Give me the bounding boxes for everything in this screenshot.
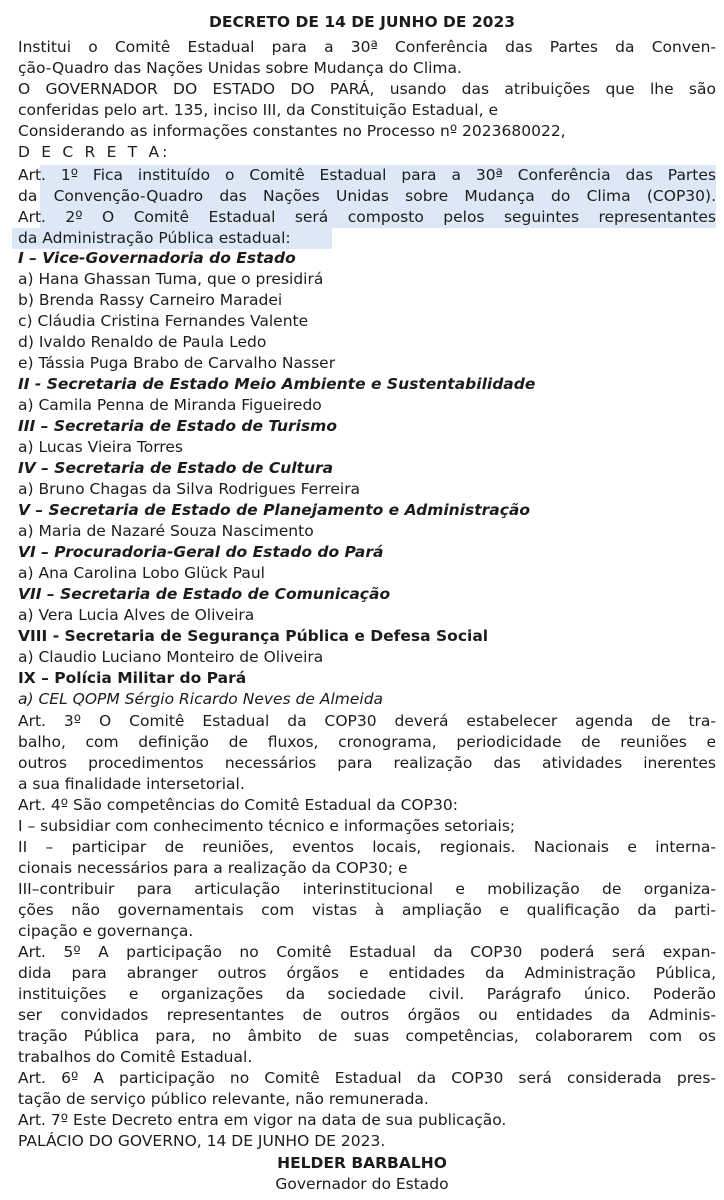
article-3-line: a sua finalidade intersetorial. (18, 775, 245, 793)
article-2-line: Art. 2º O Comitê Estadual será composto pelos seguintes representantes (18, 208, 716, 226)
article-6-line: tação de serviço público relevante, não remunerada. (18, 1090, 429, 1108)
section-heading: II - Secretaria de Estado Meio Ambiente e Sustentabilidade (18, 375, 536, 393)
member-item: e) Tássia Puga Brabo de Carvalho Nasser (18, 354, 336, 372)
member-item: c) Cláudia Cristina Fernandes Valente (18, 312, 309, 330)
preamble-line: Considerando as informações constantes no Processo nº 2023680022, (18, 122, 566, 140)
section-heading: IX – Polícia Militar do Pará (18, 669, 247, 687)
section-heading: VII – Secretaria de Estado de Comunicação (18, 585, 391, 603)
article-4-line: cionais necessários para a realização da COP30; e (18, 859, 408, 877)
section-heading: III – Secretaria de Estado de Turismo (18, 417, 337, 435)
article-3-line: Art. 3º O Comitê Estadual da COP30 deverá estabelecer agenda de tra- (18, 712, 716, 730)
article-5-line: Art. 5º A participação no Comitê Estadual da COP30 poderá será expan- (18, 943, 716, 961)
member-item: a) Camila Penna de Miranda Figueiredo (18, 396, 322, 414)
section-heading: VIII - Secretaria de Segurança Pública e Defesa Social (18, 627, 489, 645)
member-item: a) Bruno Chagas da Silva Rodrigues Ferreira (18, 480, 361, 498)
member-item: a) Ana Carolina Lobo Glück Paul (18, 564, 265, 582)
preamble-line: conferidas pelo art. 135, inciso III, da Constituição Estadual, e (18, 101, 498, 119)
article-3-line: balho, com definição de fluxos, cronograma, periodicidade de reuniões e (18, 733, 716, 751)
article-1-line: da Convenção-Quadro das Nações Unidas sobre Mudança do Clima (COP30). (18, 187, 716, 205)
member-item: a) Claudio Luciano Monteiro de Oliveira (18, 648, 324, 666)
member-item: a) Vera Lucia Alves de Oliveira (18, 606, 255, 624)
member-item: a) CEL QOPM Sérgio Ricardo Neves de Almeida (18, 690, 384, 708)
article-2-line: da Administração Pública estadual: (18, 229, 291, 247)
article-3-line: outros procedimentos necessários para realização das atividades inerentes (18, 754, 716, 772)
article-1-line: Art. 1º Fica instituído o Comitê Estadual para a 30ª Conferência das Partes (18, 166, 716, 184)
article-5-line: dida para abranger outros órgãos e entidades da Administração Pública, (18, 964, 716, 982)
article-5-line: tração Pública para, no âmbito de suas competências, colaborarem com os (18, 1027, 716, 1045)
article-5-line: instituições e organizações da sociedade civil. Parágrafo único. Poderão (18, 985, 716, 1003)
article-5-line: trabalhos do Comitê Estadual. (18, 1048, 253, 1066)
article-7-line: Art. 7º Este Decreto entra em vigor na data de sua publicação. (18, 1111, 507, 1129)
preamble-line: Institui o Comitê Estadual para a 30ª Conferência das Partes da Conven- (18, 38, 716, 56)
article-4-line: II – participar de reuniões, eventos locais, regionais. Nacionais e interna- (18, 838, 716, 856)
signatory-title: Governador do Estado (275, 1175, 449, 1193)
member-item: d) Ivaldo Renaldo de Paula Ledo (18, 333, 267, 351)
preamble-line: O GOVERNADOR DO ESTADO DO PARÁ, usando das atribuições que lhe são (18, 80, 716, 98)
article-5-line: ser convidados representantes de outros órgãos ou entidades da Adminis- (18, 1006, 716, 1024)
article-4-line: I – subsidiar com conhecimento técnico e informações setoriais; (18, 817, 516, 835)
decree-title: DECRETO DE 14 DE JUNHO DE 2023 (208, 13, 516, 31)
section-heading: VI – Procuradoria-Geral do Estado do Pará (18, 543, 384, 561)
article-4-line: ções não governamentais com vistas à ampliação e qualificação da parti- (18, 901, 716, 919)
closing-line: PALÁCIO DO GOVERNO, 14 DE JUNHO DE 2023. (18, 1132, 386, 1150)
section-heading: IV – Secretaria de Estado de Cultura (18, 459, 334, 477)
section-heading: V – Secretaria de Estado de Planejamento e Administração (18, 501, 531, 519)
article-6-line: Art. 6º A participação no Comitê Estadual da COP30 será considerada pres- (18, 1069, 716, 1087)
article-4-line: III–contribuir para articulação interinstitucional e mobilização de organiza- (18, 880, 716, 898)
section-heading: I – Vice-Governadoria do Estado (18, 249, 296, 267)
article-4-line: Art. 4º São competências do Comitê Estadual da COP30: (18, 796, 458, 814)
article-4-line: cipação e governança. (18, 922, 194, 940)
member-item: b) Brenda Rassy Carneiro Maradei (18, 291, 283, 309)
decreta-line: D E C R E T A: (18, 143, 171, 161)
member-item: a) Lucas Vieira Torres (18, 438, 183, 456)
signatory-name: HELDER BARBALHO (277, 1154, 447, 1172)
preamble-line: ção-Quadro das Nações Unidas sobre Mudança do Clima. (18, 59, 462, 77)
member-item: a) Hana Ghassan Tuma, que o presidirá (18, 270, 324, 288)
member-item: a) Maria de Nazaré Souza Nascimento (18, 522, 314, 540)
